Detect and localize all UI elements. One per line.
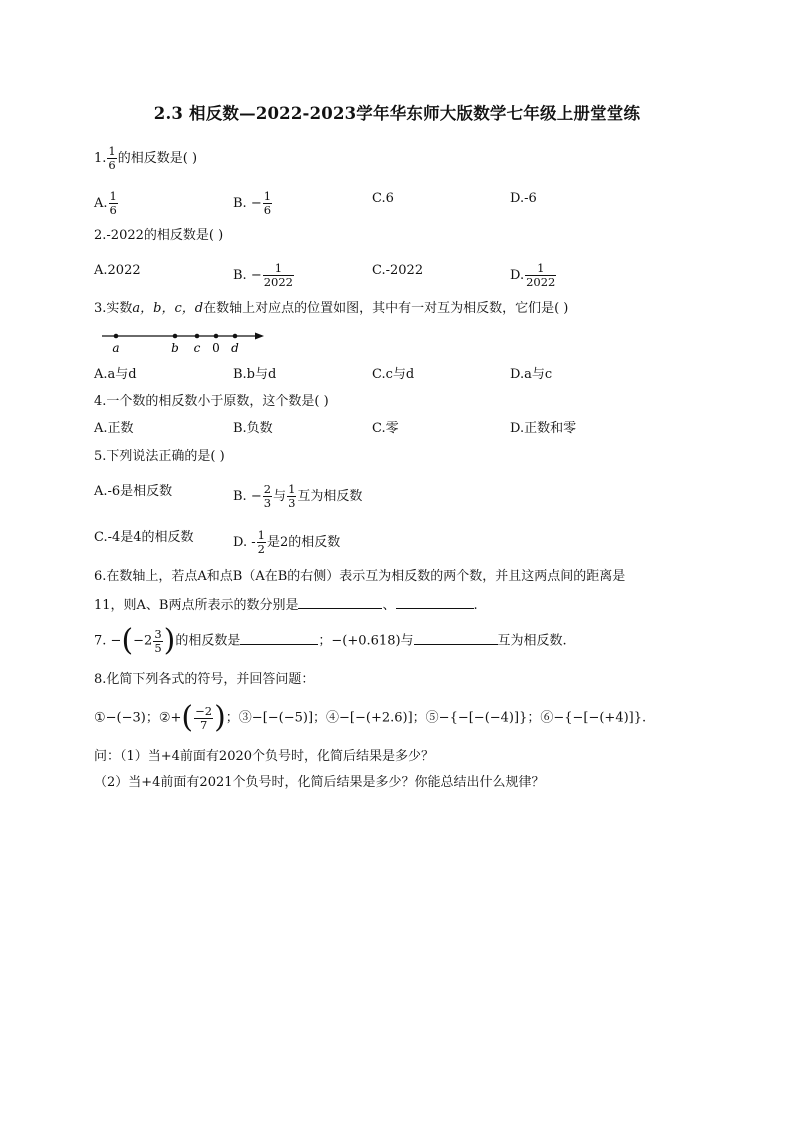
q1-option-a[interactable] (94, 190, 119, 217)
q3-option-b[interactable]: B.b与d (233, 367, 277, 382)
q1-fraction (107, 145, 116, 172)
q2-d-fraction (525, 262, 556, 289)
point-b (173, 334, 178, 339)
q2-option-d[interactable] (510, 262, 557, 289)
point-d (233, 334, 238, 339)
q1-option-b[interactable] (233, 190, 273, 217)
q2-d-num: 1 (525, 262, 556, 276)
label-a: a (112, 341, 120, 355)
q7-prefix: 7. − (94, 633, 122, 649)
q8-expr-3-6: ；③−[−(−5)]；④−[−(+2.6)]；⑤−{−[−(−4)]}；⑥−{−[−(+4)]}. (225, 710, 647, 726)
q5-option-d[interactable] (233, 529, 340, 556)
q5-option-b[interactable] (233, 483, 362, 510)
q2-option-c[interactable]: C.-2022 (372, 263, 424, 278)
q4-option-d[interactable]: D.正数和零 (510, 421, 577, 436)
q2-b-num: 1 (263, 262, 294, 276)
question-6-line-2 (94, 594, 478, 615)
q2-b-fraction (263, 262, 294, 289)
label-zero: 0 (212, 341, 220, 355)
q7-frac-num: 3 (154, 626, 162, 641)
q8-ask-2: （2）当+4前面有2021个负号时，化简后结果是多少？你能总结出什么规律？ (94, 775, 545, 790)
q6-period: . (473, 598, 478, 613)
q8-open-paren: ( (181, 700, 194, 735)
q3-option-d[interactable]: D.a与c (510, 367, 553, 382)
q2-d-label: D. (510, 268, 525, 283)
question-7 (94, 623, 567, 658)
q5-b-num-2: 1 (288, 482, 296, 496)
q7-close-paren: ) (163, 623, 176, 658)
q8-expressions (94, 700, 647, 735)
q2-option-b[interactable] (233, 262, 295, 289)
question-3 (94, 300, 568, 318)
point-zero (214, 334, 219, 339)
q1-a-label: A. (94, 196, 108, 211)
label-d: d (231, 341, 239, 355)
question-8: 8.化简下列各式的符号，并回答问题： (94, 672, 315, 687)
q7-answer-blank-1[interactable] (240, 630, 318, 645)
question-1 (94, 145, 197, 172)
q1-option-d[interactable]: D.-6 (510, 191, 537, 206)
q5-b-fraction-2 (287, 483, 296, 510)
q6-answer-blank-2[interactable] (396, 594, 474, 609)
question-6-line-1: 6.在数轴上，若点A和点B（A在B的右侧）表示互为相反数的两个数，并且这两点间的距离是 (94, 569, 626, 584)
question-5: 5.下列说法正确的是( ) (94, 449, 225, 464)
q7-open-paren: ( (121, 623, 134, 658)
q2-option-a[interactable]: A.2022 (94, 263, 141, 278)
q8-close-paren: ) (214, 700, 226, 735)
q1-a-fraction (109, 190, 118, 217)
question-2: 2.-2022的相反数是( ) (94, 228, 224, 243)
page-title: 2.3 相反数—2022-2023学年华东师大版数学七年级上册堂堂练 (153, 104, 641, 123)
q8-expr-1-2: ①−(−3)；②+ (94, 710, 182, 726)
q4-option-c[interactable]: C.零 (372, 421, 399, 436)
number-line-figure (100, 328, 270, 356)
q3-option-a[interactable]: A.a与d (94, 367, 137, 382)
q7-mid: 的相反数是 (175, 633, 241, 649)
q5-b-den-1: 3 (263, 496, 272, 510)
q5-d-label: D. - (233, 535, 256, 550)
label-b: b (171, 341, 179, 355)
q7-sep: ；−(+0.618)与 (318, 633, 414, 649)
q5-d-fraction (257, 529, 266, 556)
q5-d-num: 1 (257, 528, 265, 542)
q3-vars: a，b，c，d (132, 301, 204, 316)
number-line-arrow (255, 333, 264, 340)
q7-frac-den: 5 (154, 640, 162, 655)
label-c: c (193, 341, 201, 355)
q8-ask-1: 问：（1）当+4前面有2020个负号时，化简后结果是多少？ (94, 749, 435, 764)
point-c (195, 334, 200, 339)
q1-b-den: 6 (263, 203, 272, 217)
q5-b-den-2: 3 (288, 496, 296, 510)
q1-b-num: 1 (263, 189, 272, 203)
q6-stem: 11，则A、B两点所表示的数分别是 (94, 598, 299, 613)
q5-b-fraction-1 (263, 483, 272, 510)
point-a (114, 334, 119, 339)
q3-option-c[interactable]: C.c与d (372, 367, 415, 382)
q4-option-a[interactable]: A.正数 (94, 421, 134, 436)
q1-a-num: 1 (109, 189, 117, 203)
q1-frac-num: 1 (108, 144, 116, 158)
q3-stem-post: 在数轴上对应点的位置如图，其中有一对互为相反数，它们是( ) (203, 301, 569, 316)
q5-b-label: B. − (233, 489, 262, 504)
q7-answer-blank-2[interactable] (414, 630, 498, 645)
q1-b-fraction (263, 190, 272, 217)
question-4: 4.一个数的相反数小于原数，这个数是( ) (94, 394, 329, 409)
q5-option-c[interactable]: C.-4是4的相反数 (94, 530, 194, 545)
q7-tail: 互为相反数. (497, 633, 567, 649)
q1-stem: 的相反数是( ) (117, 151, 198, 166)
q2-b-den: 2022 (263, 275, 293, 289)
q6-answer-blank-1[interactable] (298, 594, 382, 609)
q5-option-a[interactable]: A.-6是相反数 (94, 484, 173, 499)
q6-separator: 、 (382, 598, 396, 613)
q7-inner: −2 (133, 633, 153, 649)
q2-b-label: B. − (233, 268, 262, 283)
q5-b-tail: 互为相反数 (297, 489, 363, 504)
q5-b-mid: 与 (273, 489, 287, 504)
q7-fraction (153, 628, 162, 655)
q5-d-den: 2 (257, 542, 265, 556)
q1-a-den: 6 (109, 203, 117, 217)
q5-d-tail: 是2的相反数 (266, 535, 341, 550)
q1-number: 1. (94, 151, 107, 166)
q3-stem-pre: 3.实数 (94, 301, 133, 316)
q1-b-label: B. − (233, 196, 262, 211)
q4-option-b[interactable]: B.负数 (233, 421, 273, 436)
q8-frac-den: 7 (199, 717, 208, 732)
q1-frac-den: 6 (108, 158, 116, 172)
q5-b-num-1: 2 (263, 482, 272, 496)
q8-frac-num: −2 (195, 703, 213, 718)
q1-option-c[interactable]: C.6 (372, 191, 394, 206)
q2-d-den: 2022 (526, 275, 556, 289)
q8-fraction (194, 705, 213, 732)
